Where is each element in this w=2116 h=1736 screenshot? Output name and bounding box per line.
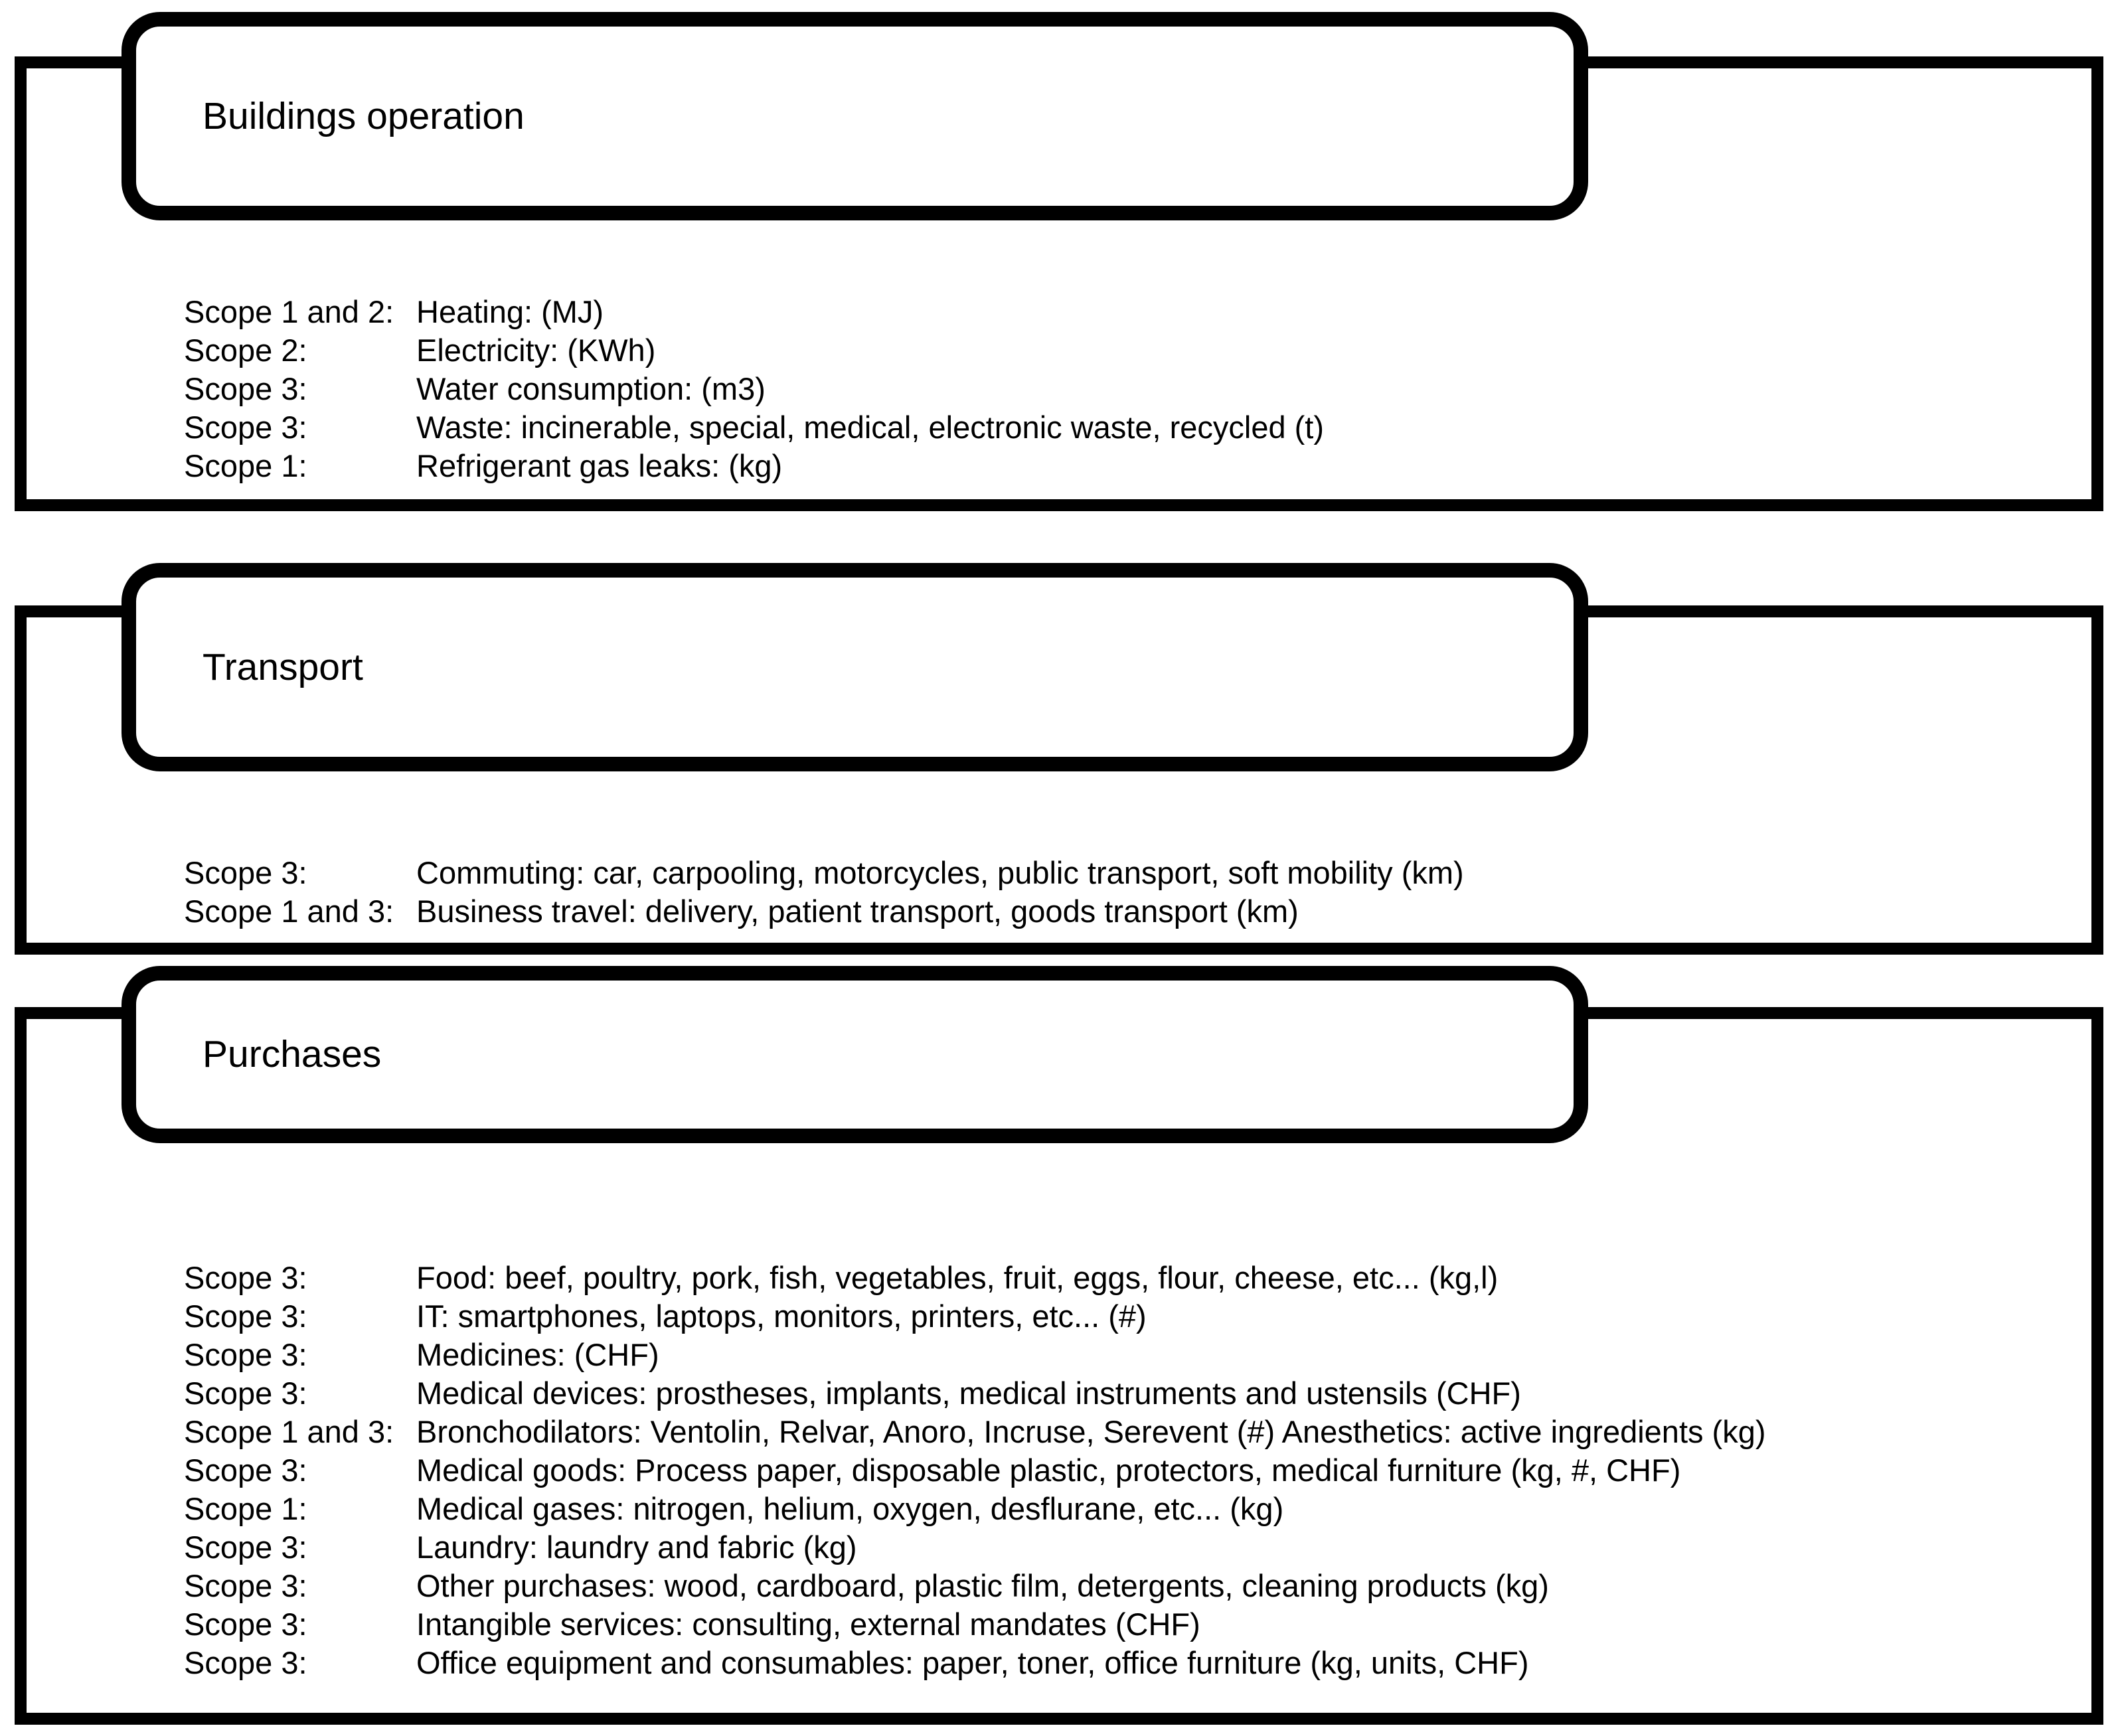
section-title-buildings-operation: Buildings operation xyxy=(203,94,525,137)
scope-label: Scope 3: xyxy=(184,410,307,445)
scope-label: Scope 3: xyxy=(184,1453,307,1488)
scope-label: Scope 3: xyxy=(184,1645,307,1680)
scope-row xyxy=(184,1374,1766,1413)
scope-label: Scope 3: xyxy=(184,371,307,406)
scope-description: Electricity: (KWh) xyxy=(416,333,656,368)
scope-description: Office equipment and consumables: paper, toner, office furniture (kg, units, CHF) xyxy=(416,1645,1529,1680)
scope-row xyxy=(184,1644,1766,1682)
scope-description: Business travel: delivery, patient transport, goods transport (km) xyxy=(416,894,1299,929)
transport-scope-list xyxy=(184,854,1464,931)
scope-row xyxy=(184,854,1464,892)
scope-row xyxy=(184,370,1324,408)
scope-label: Scope 3: xyxy=(184,855,307,890)
purchases-scope-list xyxy=(184,1259,1766,1682)
scope-description: Waste: incinerable, special, medical, electronic waste, recycled (t) xyxy=(416,410,1325,445)
scope-row xyxy=(184,1413,1766,1451)
scope-description: Medical devices: prostheses, implants, medical instruments and ustensils (CHF) xyxy=(416,1376,1521,1411)
scope-description: Medicines: (CHF) xyxy=(416,1337,659,1372)
scope-row xyxy=(184,1567,1766,1605)
section-title-purchases: Purchases xyxy=(203,1033,382,1075)
scope-label: Scope 3: xyxy=(184,1530,307,1565)
scope-label: Scope 1: xyxy=(184,1491,307,1526)
scope-description: Medical gases: nitrogen, helium, oxygen, desflurane, etc... (kg) xyxy=(416,1491,1284,1526)
scope-row xyxy=(184,1297,1766,1336)
scope-description: Food: beef, poultry, pork, fish, vegetables, fruit, eggs, flour, cheese, etc... (kg,l) xyxy=(416,1260,1499,1295)
scope-description: Commuting: car, carpooling, motorcycles, public transport, soft mobility (km) xyxy=(416,855,1464,890)
purchases-header-box xyxy=(122,966,1588,1143)
scope-description: Medical goods: Process paper, disposable plastic, protectors, medical furniture (kg, #, CHF) xyxy=(416,1453,1681,1488)
scope-label: Scope 3: xyxy=(184,1299,307,1334)
scope-label: Scope 2: xyxy=(184,333,307,368)
scope-row xyxy=(184,1605,1766,1644)
scope-label: Scope 3: xyxy=(184,1607,307,1642)
scope-description: Bronchodilators: Ventolin, Relvar, Anoro, Incruse, Serevent (#) Anesthetics: active ingredients (kg) xyxy=(416,1414,1766,1449)
buildings-operation-scope-list xyxy=(184,293,1324,485)
scope-row xyxy=(184,1259,1766,1297)
scope-description: Intangible services: consulting, external mandates (CHF) xyxy=(416,1607,1200,1642)
scope-row xyxy=(184,1528,1766,1567)
scope-description: Refrigerant gas leaks: (kg) xyxy=(416,448,783,483)
scope-label: Scope 3: xyxy=(184,1337,307,1372)
scope-label: Scope 3: xyxy=(184,1376,307,1411)
scope-row xyxy=(184,408,1324,447)
scope-row xyxy=(184,447,1324,485)
transport-header-box xyxy=(122,563,1588,771)
scope-description: Other purchases: wood, cardboard, plastic film, detergents, cleaning products (kg) xyxy=(416,1568,1549,1603)
scope-description: Heating: (MJ) xyxy=(416,294,604,329)
scope-label: Scope 1 and 2: xyxy=(184,294,394,329)
scope-label: Scope 1 and 3: xyxy=(184,894,394,929)
buildings-operation-header-box xyxy=(122,12,1588,220)
scope-row xyxy=(184,331,1324,370)
scope-label: Scope 1 and 3: xyxy=(184,1414,394,1449)
scope-row xyxy=(184,892,1464,931)
scope-description: IT: smartphones, laptops, monitors, printers, etc... (#) xyxy=(416,1299,1147,1334)
scope-label: Scope 3: xyxy=(184,1568,307,1603)
scope-row xyxy=(184,1336,1766,1374)
scope-row xyxy=(184,1451,1766,1490)
scope-row xyxy=(184,1490,1766,1528)
scope-label: Scope 1: xyxy=(184,448,307,483)
scope-row xyxy=(184,293,1324,331)
scope-description: Laundry: laundry and fabric (kg) xyxy=(416,1530,857,1565)
section-title-transport: Transport xyxy=(203,645,363,688)
scope-description: Water consumption: (m3) xyxy=(416,371,766,406)
scope-label: Scope 3: xyxy=(184,1260,307,1295)
